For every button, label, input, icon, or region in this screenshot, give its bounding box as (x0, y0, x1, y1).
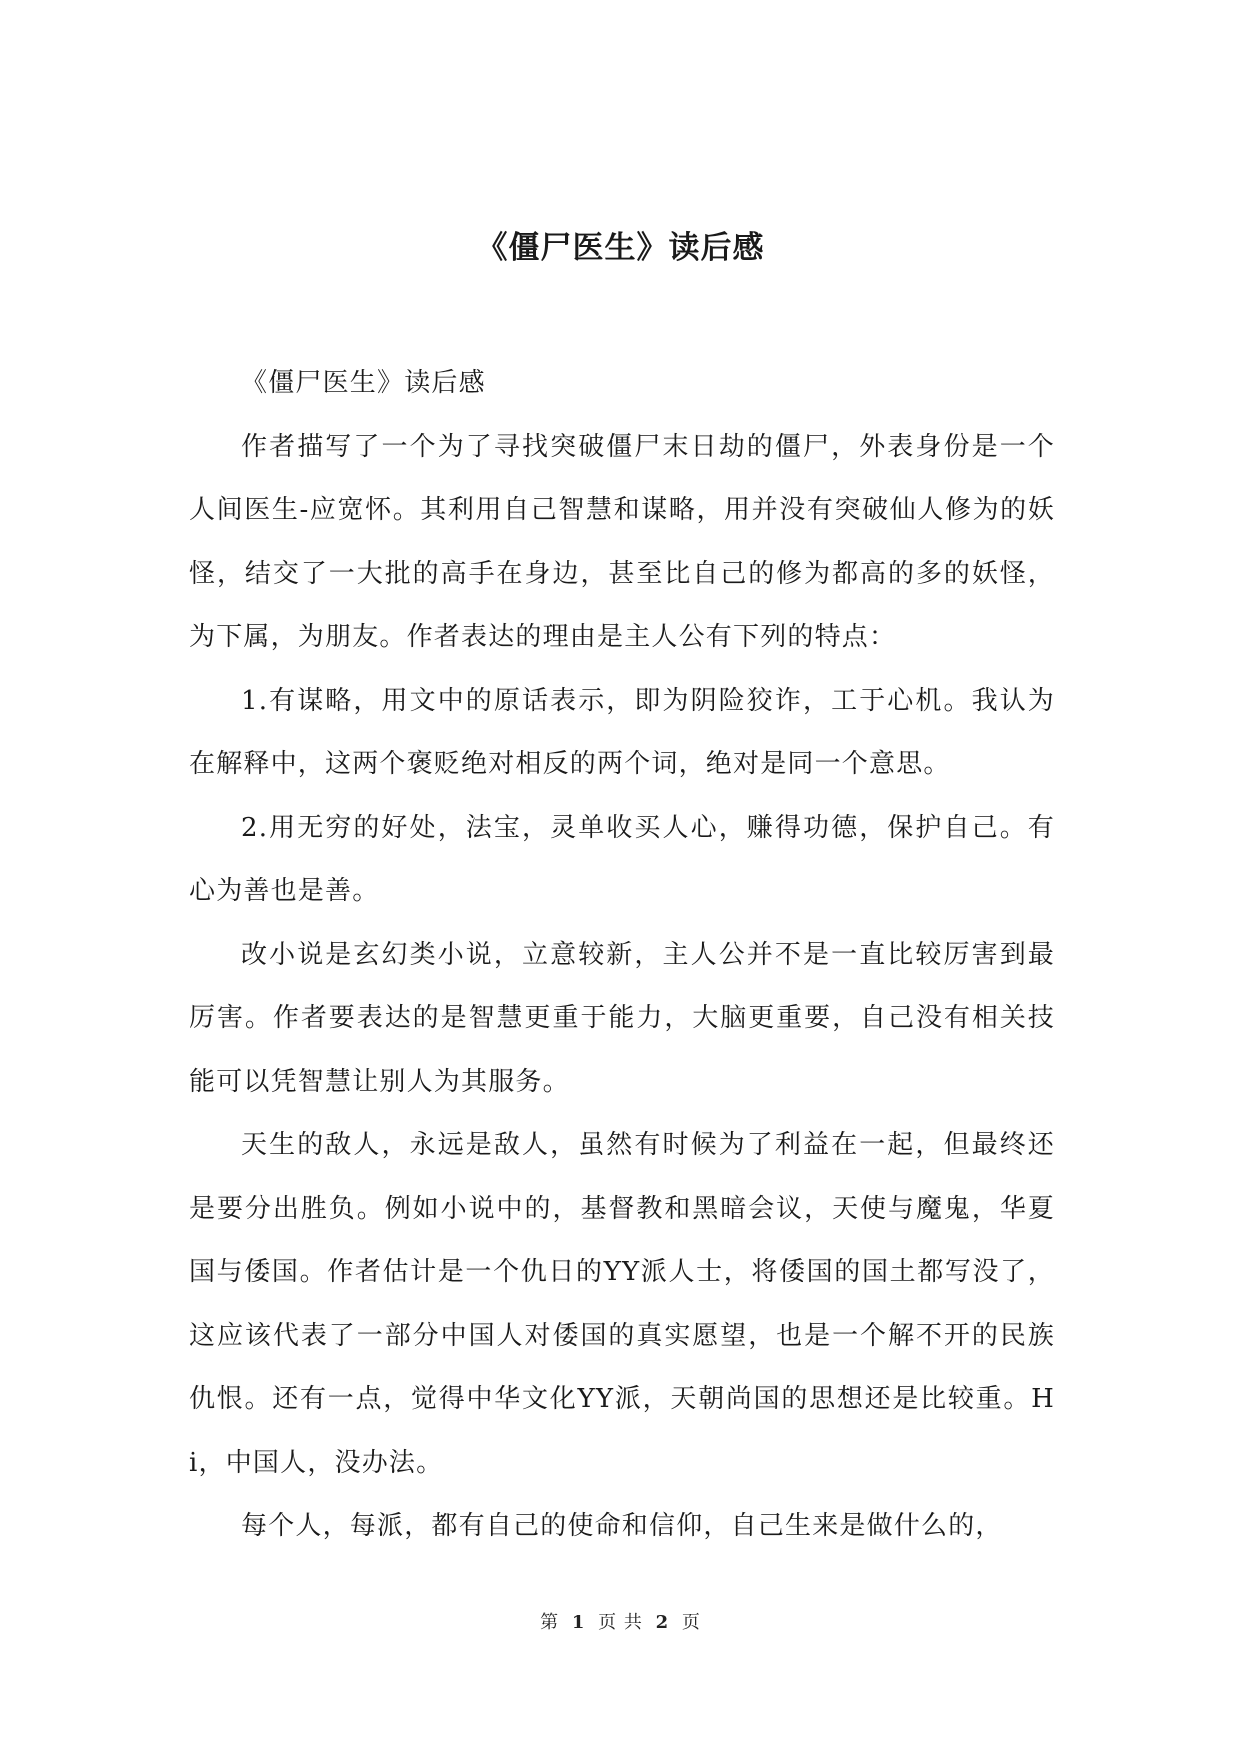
paragraph: 《僵尸医生》读后感 (241, 368, 486, 398)
document-title: 《僵尸医生》读后感 (476, 230, 765, 266)
paragraph: 2.用无穷的好处，法宝，灵单收买人心，赚得功德，保护自己。有心为善也是善。 (189, 812, 1055, 906)
paragraph: 改小说是玄幻类小说，立意较新，主人公并不是一直比较厉害到最厉害。作者要表达的是智慧更重于能力，大脑更重要，自己没有相关技能可以凭智慧让别人为其服务。 (189, 939, 1055, 1097)
footer-middle: 页 共 (598, 1612, 643, 1633)
paragraph: 作者描写了一个为了寻找突破僵尸末日劫的僵尸，外表身份是一个人间医生-应宽怀。其利用自己智慧和谋略，用并没有突破仙人修为的妖怪，结交了一大批的高手在身边，甚至比自己的修为都高的多的妖怪，为下属，为朋友。作者表达的理由是主人公有下列的特点： (189, 431, 1055, 652)
paragraph: 1.有谋略，用文中的原话表示，即为阴险狡诈，工于心机。我认为在解释中，这两个褒贬绝对相反的两个词，绝对是同一个意思。 (189, 685, 1055, 779)
current-page-number: 1 (571, 1612, 586, 1633)
paragraph: 天生的敌人，永远是敌人，虽然有时候为了利益在一起，但最终还是要分出胜负。例如小说中的，基督教和黑暗会议，天使与魔鬼，华夏国与倭国。作者估计是一个仇日的YY派人士，将倭国的国土都写没了，这应该代表了一部分中国人对倭国的真实愿望，也是一个解不开的民族仇恨。还有一点，觉得中华文化YY派，天朝尚国的思想还是比较重。Hi，中国人，没办法。 (189, 1130, 1055, 1478)
footer-prefix: 第 (540, 1612, 560, 1633)
total-page-number: 2 (655, 1612, 670, 1633)
document-body (189, 352, 1055, 1559)
paragraph: 每个人，每派，都有自己的使命和信仰，自己生来是做什么的， (241, 1511, 1003, 1541)
footer-suffix: 页 (681, 1612, 701, 1633)
page-footer (0, 1608, 1241, 1634)
